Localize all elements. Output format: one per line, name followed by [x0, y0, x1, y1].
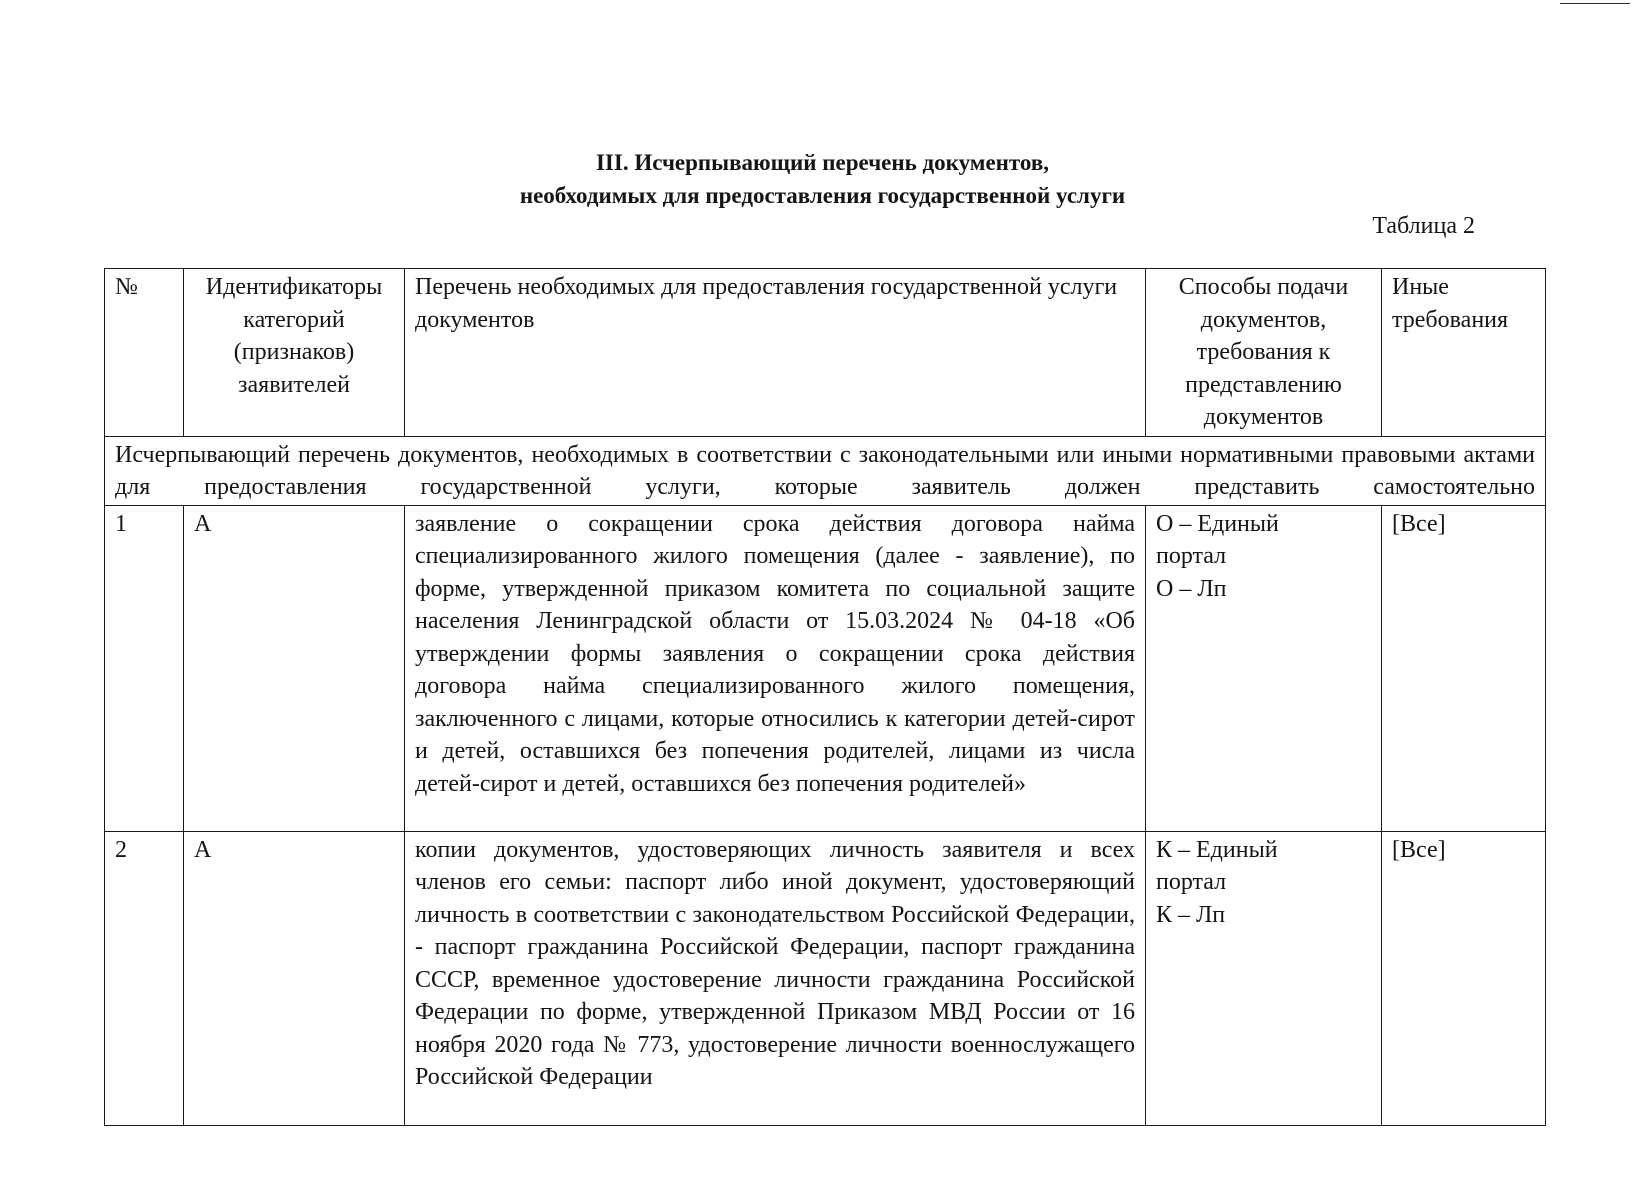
method-line: О – Единый: [1156, 510, 1279, 537]
section-heading-line-1: III. Исчерпывающий перечень документов,: [595, 150, 1050, 175]
section-heading-line-2: необходимых для предоставления государственной услуги: [519, 183, 1126, 208]
table-row: [105, 831, 1546, 1125]
method-line: портал: [1156, 869, 1227, 895]
row-methods: [1146, 505, 1382, 831]
row-number: 1: [105, 505, 184, 831]
row-document: копии документов, удостоверяющих личность заявителя и всех членов его семьи: паспорт либо иной документ, удостоверяющий личность в соответствии с законодательством Российской Федерации, - паспорт гражданина Российской Федерации, паспорт гражданина СССР, временное удостоверение личности гражданина Российской Федерации по форме, утвержденной Приказом МВД России от 16 ноября 2020 года № 773, удостоверение личности военнослужащего Российской Федерации: [405, 831, 1146, 1125]
scan-edge-bottom: [0, 1188, 1635, 1200]
header-identifiers: Идентификаторы категорий (признаков) заявителей: [184, 269, 405, 437]
section-heading: [0, 146, 1635, 212]
section-caption: Исчерпывающий перечень документов, необходимых в соответствии с законодательными или иными нормативными правовыми актами для предоставления государственной услуги, которые заявитель должен представить самостоятельно: [105, 436, 1546, 505]
table-header-row: [105, 269, 1546, 437]
row-category: А: [184, 831, 405, 1125]
row-other: [Все]: [1382, 505, 1546, 831]
documents-table: [104, 268, 1546, 1126]
row-number: 2: [105, 831, 184, 1125]
row-methods: [1146, 831, 1382, 1125]
header-methods: Способы подачи документов, требования к представлению документов: [1146, 269, 1382, 437]
row-other: [Все]: [1382, 831, 1546, 1125]
method-line: К – Единый: [1156, 836, 1278, 863]
header-other: Иные требования: [1382, 269, 1546, 437]
method-line: О – Лп: [1156, 575, 1227, 602]
header-num: №: [105, 269, 184, 437]
table-row: [105, 505, 1546, 831]
method-line: портал: [1156, 543, 1227, 569]
row-category: А: [184, 505, 405, 831]
header-documents: Перечень необходимых для предоставления государственной услуги документов: [405, 269, 1146, 437]
row-document: заявление о сокращении срока действия договора найма специализированного жилого помещения (далее - заявление), по форме, утвержденной приказом комитета по социальной защите населения Ленинградской области от 15.03.2024 № 04-18 «Об утверждении формы заявления о сокращении срока действия договора найма специализированного жилого помещения, заключенного с лицами, которые относились к категории детей-сирот и детей, оставшихся без попечения родителей, лицами из числа детей-сирот и детей, оставшихся без попечения родителей»: [405, 505, 1146, 831]
section-caption-row: [105, 436, 1546, 505]
scan-edge-top: [1560, 3, 1630, 4]
method-line: К – Лп: [1156, 901, 1226, 928]
table-label: Таблица 2: [1372, 213, 1475, 239]
